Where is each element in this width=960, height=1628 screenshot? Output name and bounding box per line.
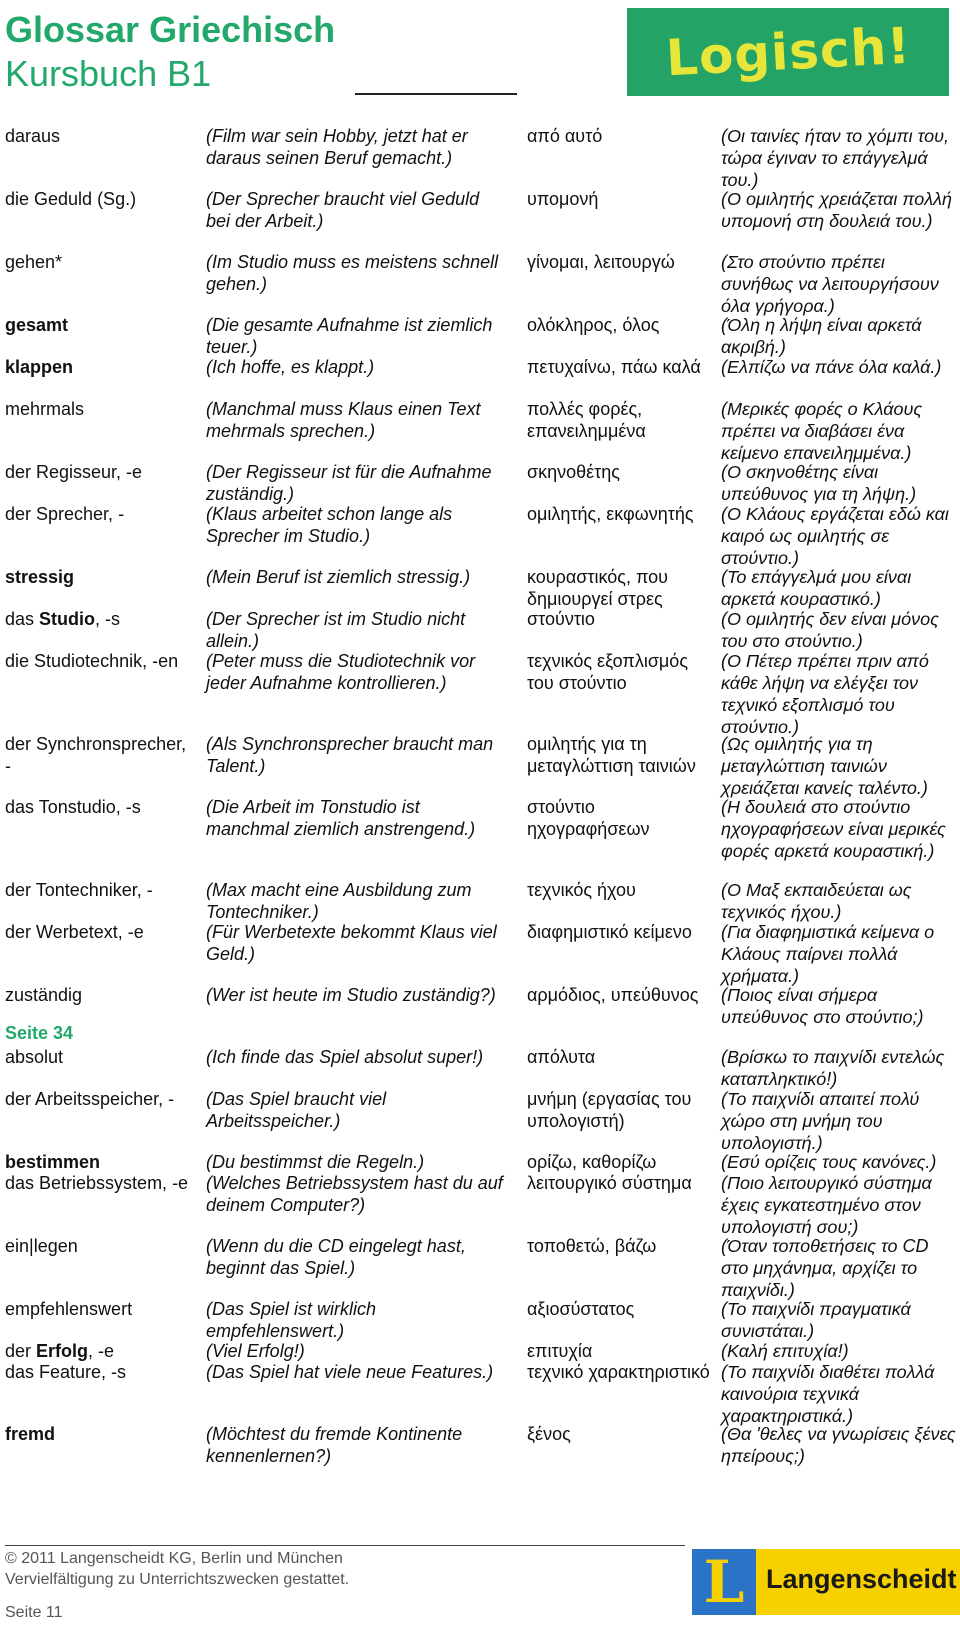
german-term: absolut xyxy=(5,1047,64,1067)
greek-example: (Όλη η λήψη είναι αρκετά ακριβή.) xyxy=(721,315,922,357)
german-term: ein|legen xyxy=(5,1236,78,1256)
german-term: der Synchronsprecher, - xyxy=(5,734,187,776)
langenscheidt-l-icon xyxy=(692,1549,756,1615)
greek-translation: πετυχαίνω, πάω καλά xyxy=(527,357,701,377)
german-term: die Geduld (Sg.) xyxy=(5,189,137,209)
german-term: der Werbetext, -e xyxy=(5,922,144,942)
german-example: (Der Regisseur ist für die Aufnahme zuständig.) xyxy=(206,462,492,504)
greek-translation: μνήμη (εργασίας του υπολογιστή) xyxy=(527,1089,692,1131)
copyright-text: © 2011 Langenscheidt KG, Berlin und München xyxy=(5,1550,343,1567)
german-example: (Das Spiel ist wirklich empfehlenswert.) xyxy=(206,1299,377,1341)
greek-example: (Ως ομιλητής για τη μεταγλώττιση ταινιών χρειάζεται κανείς ταλέντο.) xyxy=(721,734,928,798)
german-term: der Regisseur, -e xyxy=(5,462,143,482)
publisher-name: Langenscheidt xyxy=(766,1564,957,1594)
german-term: der Erfolg, -e xyxy=(5,1341,115,1361)
german-term: das Betriebssystem, -e xyxy=(5,1173,189,1193)
section-label: Seite 34 xyxy=(5,1023,74,1043)
german-example: (Klaus arbeitet schon lange als Sprecher im Studio.) xyxy=(206,504,453,546)
headword-bold: Studio xyxy=(39,609,96,629)
german-example: (Der Sprecher ist im Studio nicht allein.) xyxy=(206,609,466,651)
greek-example: (Ο Πέτερ πρέπει πριν από κάθε λήψη να ελέγξει τον τεχνικό εξοπλισμό του στούντιο.) xyxy=(721,651,929,737)
german-term: fremd xyxy=(5,1424,56,1444)
greek-translation: αξιοσύστατος xyxy=(527,1299,635,1319)
greek-translation: ορίζω, καθορίζω xyxy=(527,1152,657,1172)
greek-example: (Το παιχνίδι πραγματικά συνιστάται.) xyxy=(721,1299,911,1341)
copy-permission-text: Vervielfältigung zu Unterrichtszwecken gestattet. xyxy=(5,1571,350,1588)
greek-example: (Ποιος είναι σήμερα υπεύθυνος στο στούντιο;) xyxy=(721,985,924,1027)
german-example: (Möchtest du fremde Kontinente kennenlernen?) xyxy=(206,1424,463,1466)
page-number: Seite 11 xyxy=(5,1604,63,1621)
logo-text: Logisch! xyxy=(664,16,912,88)
german-example: (Wenn du die CD eingelegt hast, beginnt das Spiel.) xyxy=(206,1236,466,1278)
greek-example: (Το παιχνίδι απαιτεί πολύ χώρο στη μνήμη του υπολογιστή.) xyxy=(721,1089,920,1153)
german-example: (Du bestimmst die Regeln.) xyxy=(206,1152,425,1172)
greek-translation: κουραστικός, που δημιουργεί στρες xyxy=(527,567,668,609)
greek-example: (Όταν τοποθετήσεις το CD στο μηχάνημα, αρχίζει το παιχνίδι.) xyxy=(721,1236,929,1300)
greek-translation: απόλυτα xyxy=(527,1047,596,1067)
greek-example: (Ο Μαξ εκπαιδεύεται ως τεχνικός ήχου.) xyxy=(721,880,912,922)
greek-translation: διαφημιστικό κείμενο xyxy=(527,922,692,942)
greek-example: (Ο σκηνοθέτης είναι υπεύθυνος για τη λήψη.) xyxy=(721,462,917,504)
german-example: (Viel Erfolg!) xyxy=(206,1341,305,1361)
greek-translation: λειτουργικό σύστημα xyxy=(527,1173,692,1193)
greek-translation: από αυτό xyxy=(527,126,603,146)
german-term: die Studiotechnik, -en xyxy=(5,651,179,671)
german-term: stressig xyxy=(5,567,75,587)
german-example: (Als Synchronsprecher braucht man Talent.) xyxy=(206,734,494,776)
german-term: gesamt xyxy=(5,315,69,335)
german-example: (Der Sprecher braucht viel Geduld bei der Arbeit.) xyxy=(206,189,480,231)
german-term: der Tontechniker, - xyxy=(5,880,153,900)
greek-example: (Στο στούντιο πρέπει συνήθως να λειτουργήσουν όλα γρήγορα.) xyxy=(721,252,939,316)
greek-translation: στούντιο xyxy=(527,609,595,629)
greek-example: (Το παιχνίδι διαθέτει πολλά καινούρια τεχνικά χαρακτηριστικά.) xyxy=(721,1362,935,1426)
greek-example: (Βρίσκω το παιχνίδι εντελώς καταπληκτικό!) xyxy=(721,1047,945,1089)
german-term: gehen* xyxy=(5,252,63,272)
greek-example: (Ελπίζω να πάνε όλα καλά.) xyxy=(721,357,942,377)
german-term: klappen xyxy=(5,357,74,377)
greek-example: (Ο ομιλητής χρειάζεται πολλή υπομονή στη δουλειά του.) xyxy=(721,189,952,231)
german-example: (Im Studio muss es meistens schnell gehen.) xyxy=(206,252,499,294)
german-example: (Ich hoffe, es klappt.) xyxy=(206,357,375,377)
german-example: (Für Werbetexte bekommt Klaus viel Geld.) xyxy=(206,922,497,964)
greek-translation: υπομονή xyxy=(527,189,599,209)
greek-example: (Η δουλειά στο στούντιο ηχογραφήσεων είναι μερικές φορές αρκετά κουραστική.) xyxy=(721,797,946,861)
greek-example: (Μερικές φορές ο Κλάους πρέπει να διαβάσει ένα κείμενο επανειλημμένα.) xyxy=(721,399,923,463)
greek-translation: αρμόδιος, υπεύθυνος xyxy=(527,985,699,1005)
german-example: (Mein Beruf ist ziemlich stressig.) xyxy=(206,567,471,587)
greek-example: (Θα 'θελες να γνωρίσεις ξένες ηπείρους;) xyxy=(721,1424,956,1466)
german-example: (Die gesamte Aufnahme ist ziemlich teuer.) xyxy=(206,315,493,357)
german-example: (Das Spiel hat viele neue Features.) xyxy=(206,1362,494,1382)
german-example: (Das Spiel braucht viel Arbeitsspeicher.) xyxy=(206,1089,387,1131)
german-term: zuständig xyxy=(5,985,83,1005)
german-term: das Tonstudio, -s xyxy=(5,797,141,817)
greek-translation: ομιλητής για τη μεταγλώττιση ταινιών xyxy=(527,734,696,776)
greek-translation: πολλές φορές, επανειλημμένα xyxy=(527,399,646,441)
german-example: (Ich finde das Spiel absolut super!) xyxy=(206,1047,484,1067)
german-example: (Welches Betriebssystem hast du auf deinem Computer?) xyxy=(206,1173,503,1215)
greek-translation: τεχνικός ήχου xyxy=(527,880,636,900)
greek-example: (Το επάγγελμά μου είναι αρκετά κουραστικό.) xyxy=(721,567,912,609)
german-term: empfehlenswert xyxy=(5,1299,133,1319)
title-underline xyxy=(355,93,517,95)
greek-translation: σκηνοθέτης xyxy=(527,462,620,482)
greek-translation: τεχνικός εξοπλισμός του στούντιο xyxy=(527,651,688,693)
german-term: das Studio, -s xyxy=(5,609,121,629)
german-example: (Peter muss die Studiotechnik vor jeder Aufnahme kontrollieren.) xyxy=(206,651,476,693)
page-title: Glossar Griechisch xyxy=(5,9,336,50)
german-example: (Wer ist heute im Studio zuständig?) xyxy=(206,985,496,1005)
greek-example: (Ο ομιλητής δεν είναι μόνος του στο στούντιο.) xyxy=(721,609,939,651)
greek-example: (Εσύ ορίζεις τους κανόνες.) xyxy=(721,1152,937,1172)
greek-translation: γίνομαι, λειτουργώ xyxy=(527,252,675,272)
german-term: der Sprecher, - xyxy=(5,504,125,524)
german-example: (Manchmal muss Klaus einen Text mehrmals sprechen.) xyxy=(206,399,481,441)
german-term: mehrmals xyxy=(5,399,85,419)
greek-example: (Ποιο λειτουργικό σύστημα έχεις εγκατεστημένο στον υπολογιστή σου;) xyxy=(721,1173,932,1237)
headword-bold: Erfolg xyxy=(36,1341,89,1361)
footer-divider xyxy=(5,1545,685,1546)
greek-example: (Για διαφημιστικά κείμενα ο Κλάους παίρνει πολλά χρήματα.) xyxy=(721,922,935,986)
greek-example: (Οι ταινίες ήταν το χόμπι του, τώρα έγιναν το επάγγελμά του.) xyxy=(721,126,949,190)
german-term: der Arbeitsspeicher, - xyxy=(5,1089,175,1109)
greek-translation: ολόκληρος, όλος xyxy=(527,315,660,335)
greek-example: (Καλή επιτυχία!) xyxy=(721,1341,849,1361)
german-term: das Feature, -s xyxy=(5,1362,127,1382)
german-example: (Film war sein Hobby, jetzt hat er daraus seinen Beruf gemacht.) xyxy=(206,126,468,168)
logisch-logo xyxy=(627,8,949,96)
german-term: daraus xyxy=(5,126,61,146)
greek-translation: στούντιο ηχογραφήσεων xyxy=(527,797,650,839)
page-subtitle: Kursbuch B1 xyxy=(5,53,212,94)
greek-translation: τοποθετώ, βάζω xyxy=(527,1236,657,1256)
greek-translation: ξένος xyxy=(527,1424,571,1444)
greek-translation: ομιλητής, εκφωνητής xyxy=(527,504,694,524)
greek-translation: τεχνικό χαρακτηριστικό xyxy=(527,1362,710,1382)
logo-letter: L xyxy=(703,1548,745,1616)
greek-translation: επιτυχία xyxy=(527,1341,593,1361)
greek-example: (Ο Κλάους εργάζεται εδώ και καιρό ως ομιλητής σε στούντιο.) xyxy=(721,504,949,568)
german-example: (Die Arbeit im Tonstudio ist manchmal ziemlich anstrengend.) xyxy=(206,797,476,839)
german-term: bestimmen xyxy=(5,1152,101,1172)
german-example: (Max macht eine Ausbildung zum Tontechniker.) xyxy=(206,880,472,922)
